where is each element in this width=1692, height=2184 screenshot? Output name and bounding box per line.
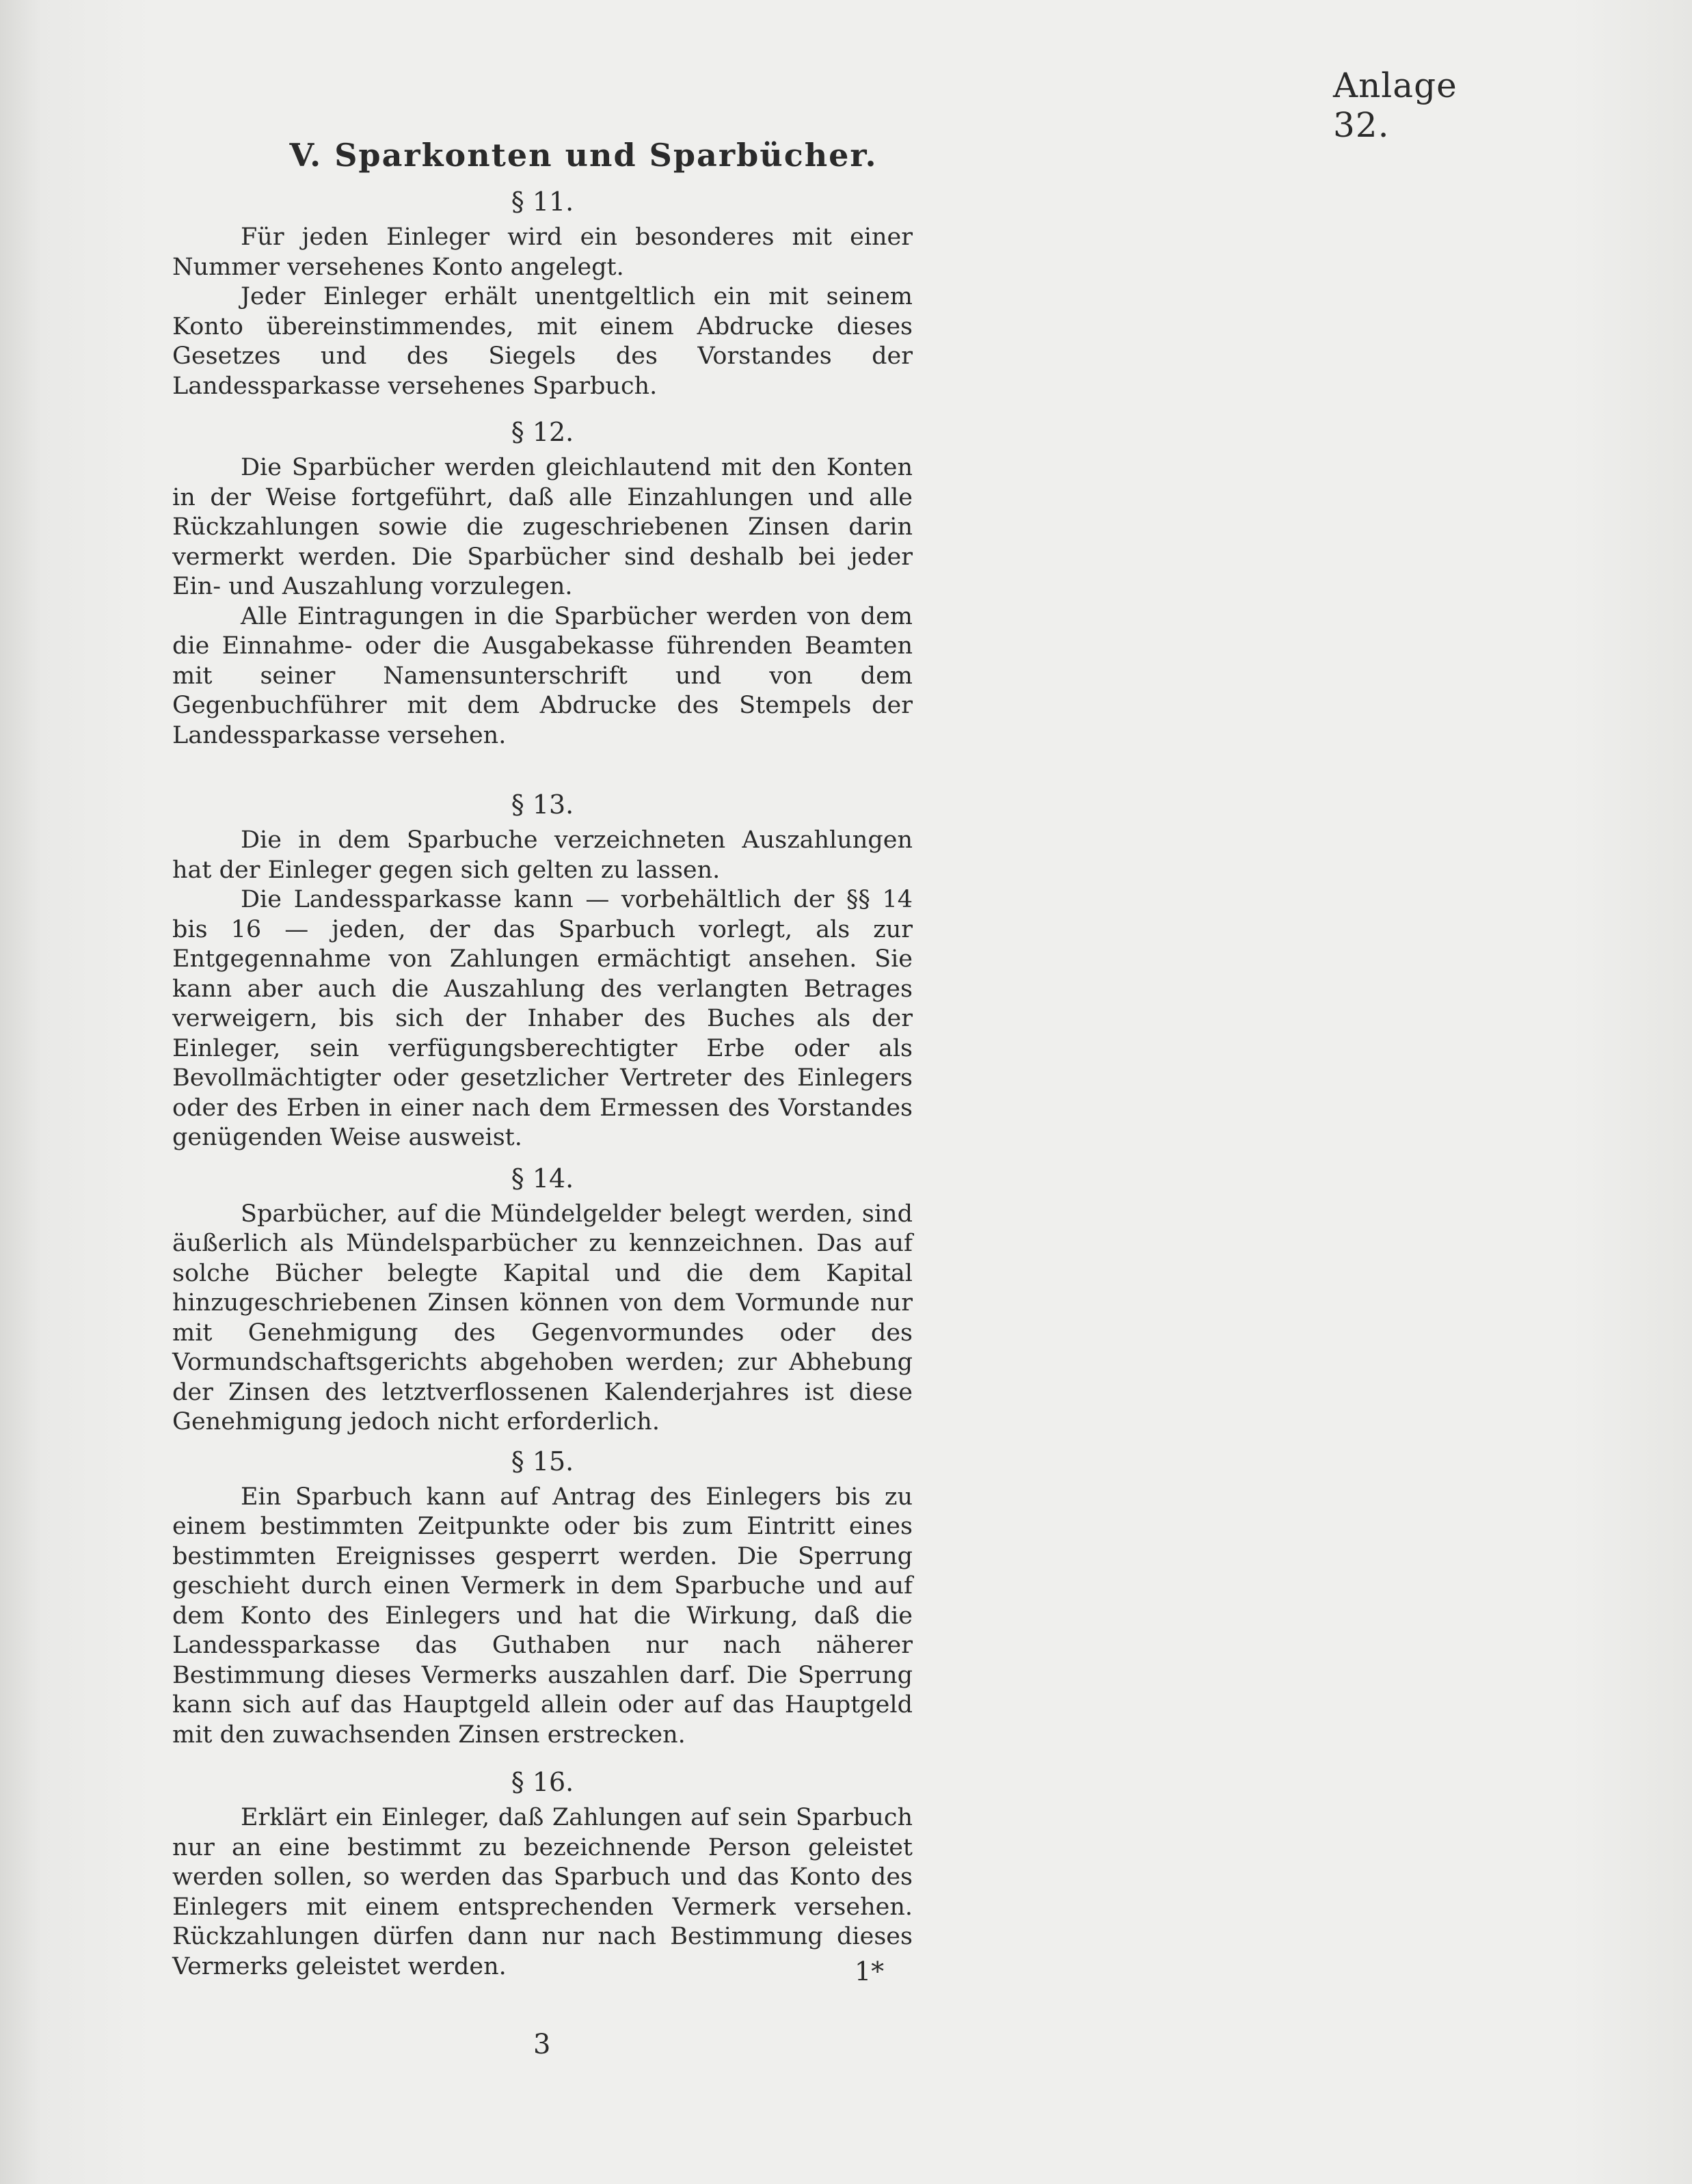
text-column xyxy=(172,137,913,1982)
paragraph: Jeder Einleger erhält unentgeltlich ein mit seinem Konto übereinstimmendes, mit einem Abdrucke dieses Gesetzes und des Siegels des Vorstandes der Landessparkasse versehenes Sparbuch. xyxy=(172,283,913,400)
page-number: 3 xyxy=(533,2029,551,2060)
section-11 xyxy=(172,186,913,401)
section-12 xyxy=(172,416,913,751)
section-15 xyxy=(172,1446,913,1751)
paragraph: Für jeden Einleger wird ein besonderes mit einer Nummer versehenes Konto angelegt. xyxy=(172,224,913,281)
section-title: § 11. xyxy=(511,187,574,217)
paragraph: Sparbücher, auf die Mündelgelder belegt werden, sind äußerlich als Mündelsparbücher zu kennzeichnen. Das auf solche Bücher belegte Kapital und die dem Kapital hinzugeschriebenen Zinsen können von dem Vormunde nur mit Genehmigung des Gegenvormundes oder des Vormundschaftsgerichts abgehoben werden; zur Abhebung der Zinsen des letztverflossenen Kalenderjahres ist diese Genehmigung jedoch nicht erforderlich. xyxy=(172,1200,913,1435)
section-title: § 16. xyxy=(511,1767,574,1797)
section-16 xyxy=(172,1766,913,1982)
annex-label: Anlage 32. xyxy=(1333,66,1458,145)
paragraph: Die Sparbücher werden gleichlautend mit den Konten in der Weise fortgeführt, daß alle Einzahlungen und alle Rückzahlungen sowie die zugeschriebenen Zinsen darin vermerkt werden. Die Sparbücher sind deshalb bei jeder Ein- und Auszahlung vorzulegen. xyxy=(172,454,913,600)
section-14 xyxy=(172,1163,913,1438)
section-13 xyxy=(172,789,913,1153)
paragraph: Die in dem Sparbuche verzeichneten Auszahlungen hat der Einleger gegen sich gelten zu lassen. xyxy=(172,826,913,884)
section-title: § 13. xyxy=(511,790,574,820)
paragraph: Die Landessparkasse kann — vorbehältlich der §§ 14 bis 16 — jeden, der das Sparbuch vorlegt, als zur Entgegennahme von Zahlungen ermächtigt ansehen. Sie kann aber auch die Auszahlung des verlangten Betrages verweigern, bis sich der Inhaber des Buches als der Einleger, sein verfügungsberechtigter Erbe oder als Bevollmächtigter oder gesetzlicher Vertreter des Einlegers oder des Erben in einer nach dem Ermessen des Vorstandes genügenden Weise ausweist. xyxy=(172,886,913,1151)
section-title: § 12. xyxy=(511,417,574,447)
section-title: § 15. xyxy=(511,1446,574,1477)
chapter-heading: V. Sparkonten und Sparbücher. xyxy=(289,137,878,174)
paragraph: Ein Sparbuch kann auf Antrag des Einlegers bis zu einem bestimmten Zeitpunkte oder bis zum Eintritt eines bestimmten Ereignisses gesperrt werden. Die Sperrung geschieht durch einen Vermerk in dem Sparbuche und auf dem Konto des Einlegers und hat die Wirkung, daß die Landessparkasse das Guthaben nur nach näherer Bestimmung dieses Vermerks auszahlen darf. Die Sperrung kann sich auf das Hauptgeld allein oder auf das Hauptgeld mit den zuwachsenden Zinsen erstrecken. xyxy=(172,1483,913,1749)
paragraph: Erklärt ein Einleger, daß Zahlungen auf sein Sparbuch nur an eine bestimmt zu bezeichnende Person geleistet werden sollen, so werden das Sparbuch und das Konto des Einlegers mit einem entsprechenden Vermerk versehen. Rückzahlungen dürfen dann nur nach Bestimmung dieses Vermerks geleistet werden. xyxy=(172,1804,913,1980)
paragraph: Alle Eintragungen in die Sparbücher werden von dem die Einnahme- oder die Ausgabekasse führenden Beamten mit seiner Namensunterschrift und von dem Gegenbuchführer mit dem Abdrucke des Stempels der Landessparkasse versehen. xyxy=(172,602,913,749)
section-title: § 14. xyxy=(511,1163,574,1194)
footnote-mark: 1* xyxy=(855,1956,885,1986)
